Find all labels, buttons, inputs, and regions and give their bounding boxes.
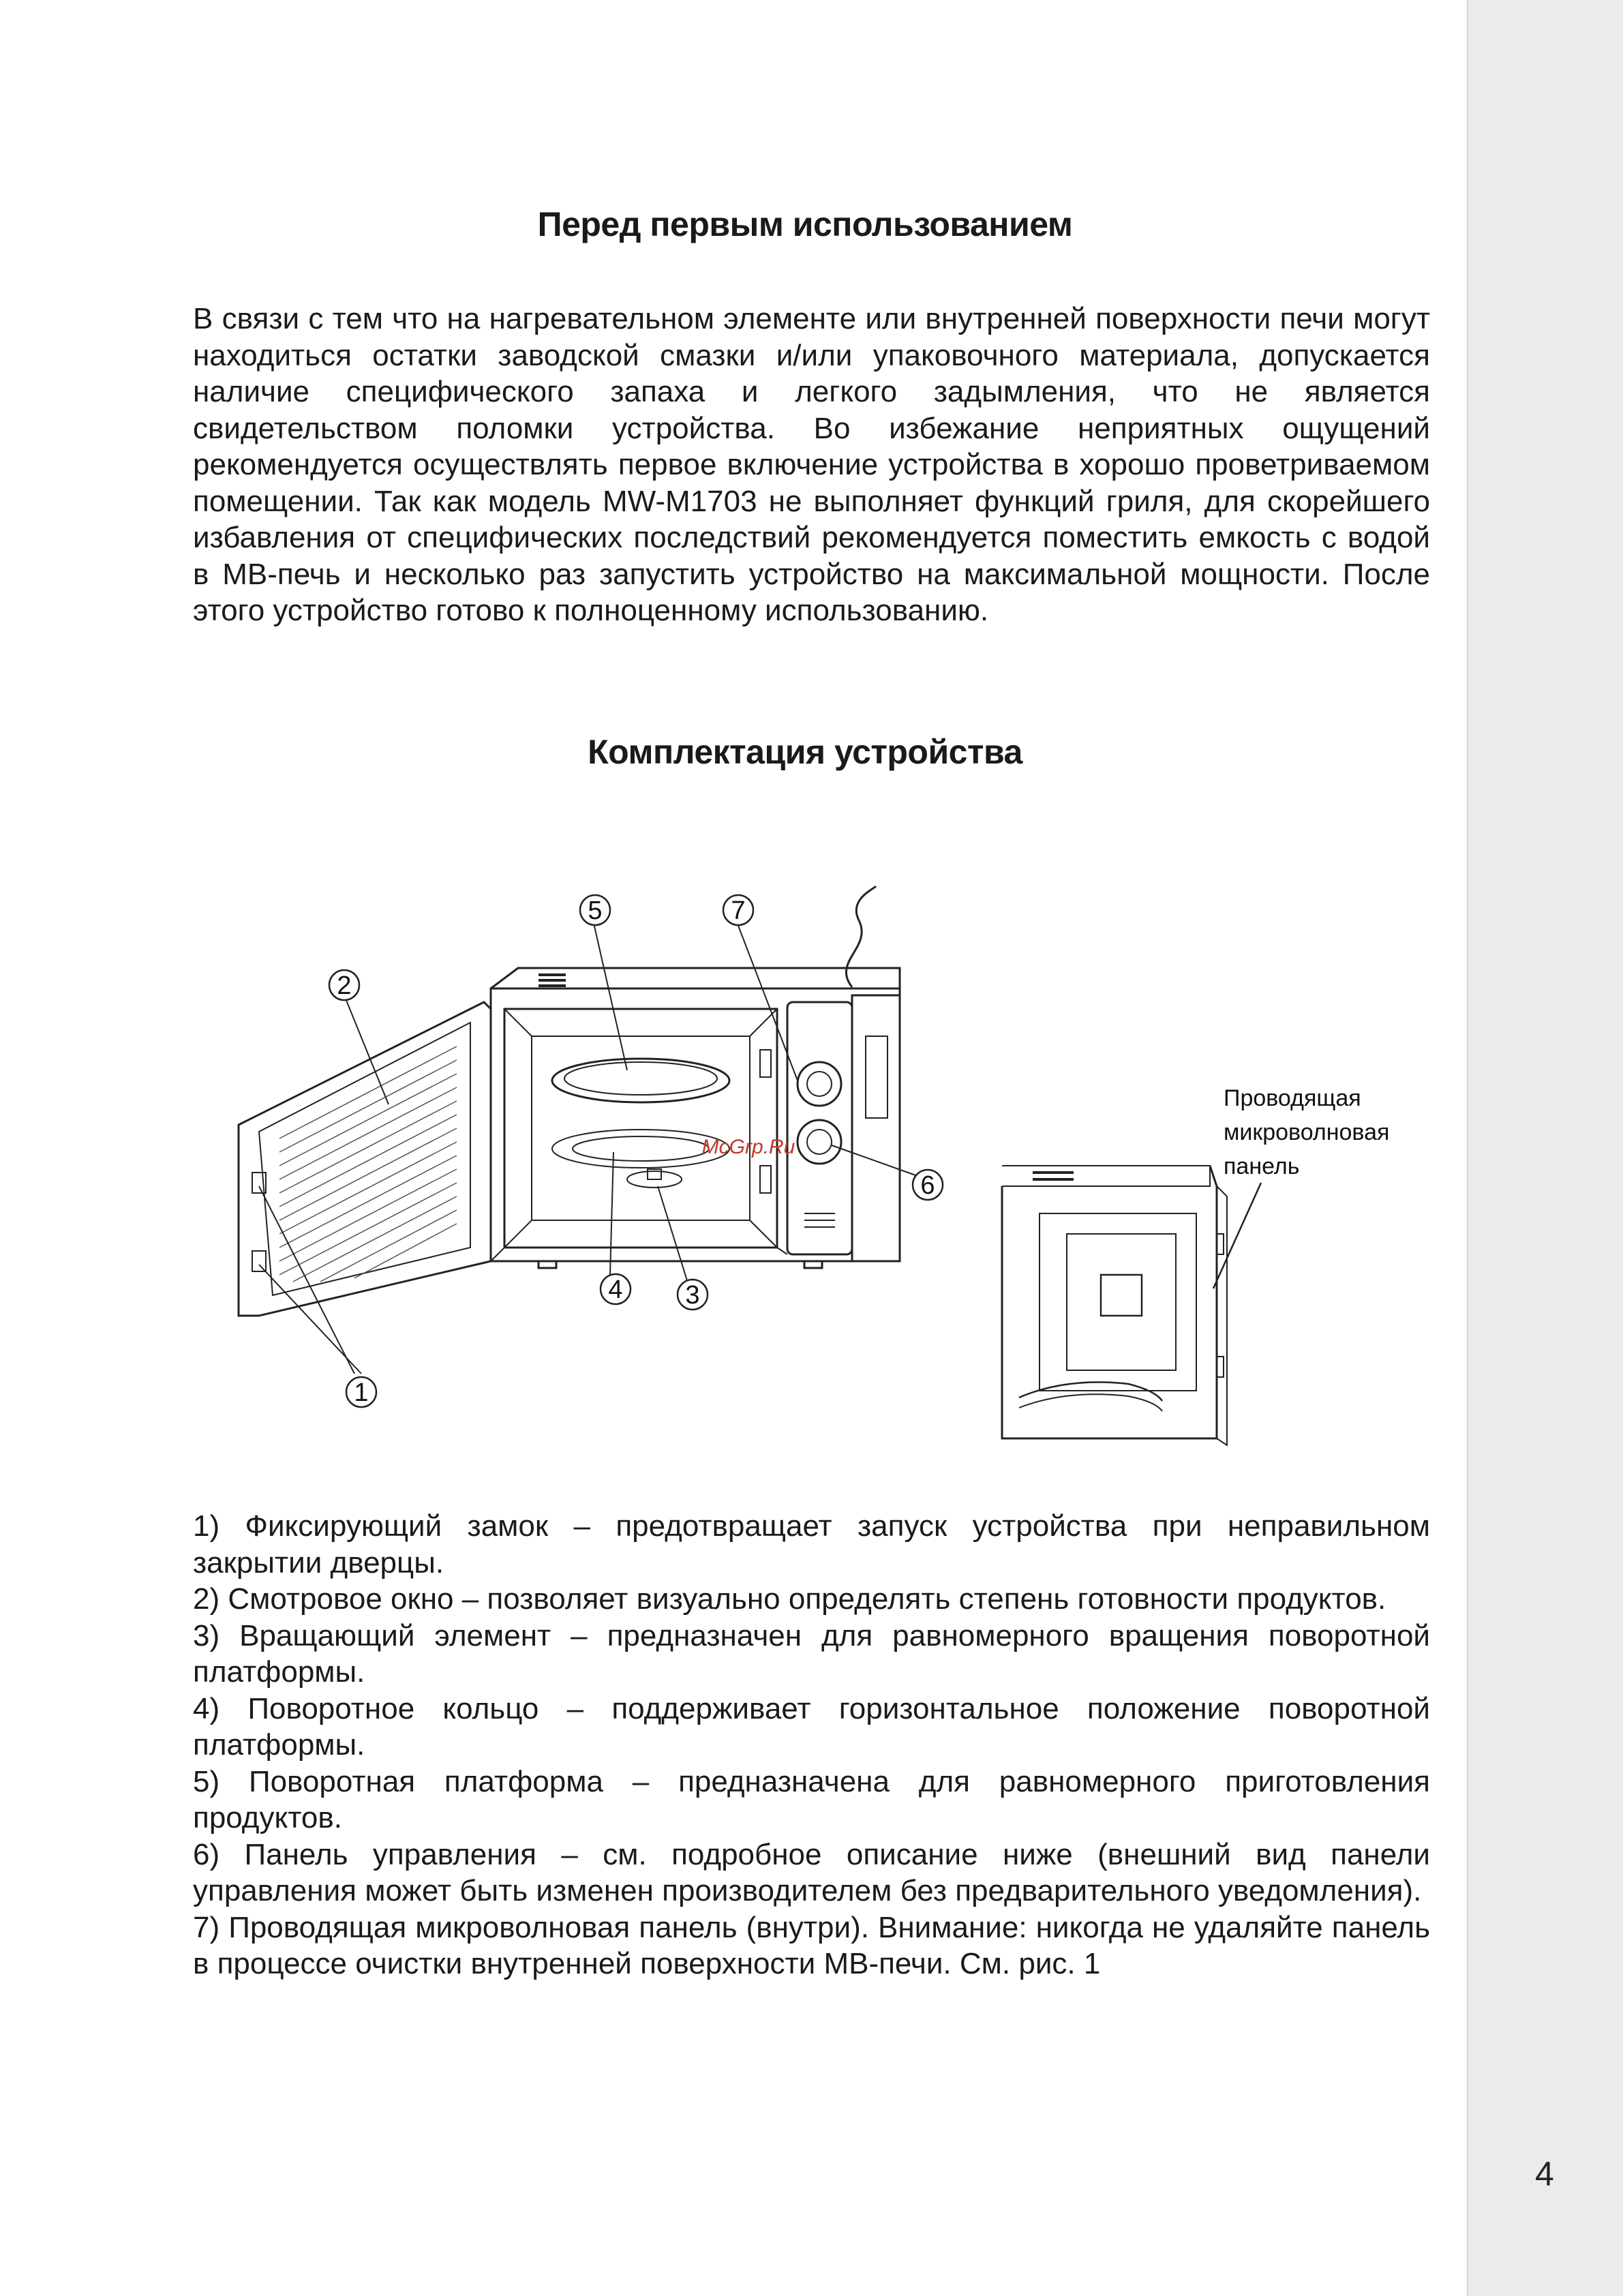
page-margin-strip — [1467, 0, 1623, 2296]
microwave-illustration — [218, 879, 982, 1445]
list-item: 5) Поворотная платформа – предназначена для равномерного приготовления продуктов. — [193, 1764, 1430, 1834]
list-item: 3) Вращающий элемент – предназначен для равномерного вращения поворотной платформы. — [193, 1618, 1430, 1689]
section-title-package-contents: Комплектация устройства — [588, 733, 1022, 771]
list-item: 1) Фиксирующий замок – предотвращает запуск устройства при неправильном закрытии дверцы. — [193, 1509, 1430, 1580]
list-item: 2) Смотровое окно – позволяет визуально определять степень готовности продуктов. — [193, 1582, 1386, 1616]
callout-5: 5 — [588, 896, 603, 925]
list-item: 6) Панель управления – см. подробное описание ниже (внешний вид панели управления может быть изменен производителем без предварительного уведомления). — [193, 1837, 1430, 1907]
list-item: 7) Проводящая микроволновая панель (внутри). Внимание: никогда не удаляйте панель в процессе очистки внутренней поверхности МВ-печи. См. рис. 1 — [193, 1910, 1430, 1980]
before-first-use-paragraph: В связи с тем что на нагревательном элементе или внутренней поверхности печи могут находиться остатки заводской смазки и/или упаковочного материала, допускается наличие специфического запаха и легкого задымления, что не является свидетельством поломки устройства. Во избежание неприятных ощущений рекомендуется осуществлять первое включение устройства в хорошо проветриваемом помещении. Так как модель MW-M1703 не выполняет функций гриля, для скорейшего избавления от специфических последствий рекомендуется поместить емкость с водой в МВ-печь и несколько раз запустить устройство на максимальной мощности. После этого устройство готово к полноценному использованию. — [193, 302, 1430, 627]
callout-2: 2 — [337, 971, 352, 1000]
callout-3: 3 — [685, 1281, 700, 1310]
components-list — [193, 1508, 1430, 1982]
section-title-before-first-use: Перед первым использованием — [537, 205, 1073, 243]
list-item: 4) Поворотное кольцо – поддерживает горизонтальное положение поворотной платформы. — [193, 1691, 1430, 1762]
callout-1: 1 — [354, 1378, 369, 1407]
detail-label-line-1: Проводящая — [1224, 1085, 1361, 1111]
watermark: McGrp.Ru — [701, 1136, 795, 1158]
waveguide-detail-illustration — [992, 1077, 1455, 1459]
callout-7: 7 — [731, 896, 746, 925]
detail-label-line-2: микроволновая — [1224, 1119, 1390, 1145]
page-number: 4 — [1535, 2155, 1554, 2193]
callout-6: 6 — [920, 1171, 935, 1200]
detail-label-line-3: панель — [1224, 1153, 1300, 1179]
callout-4: 4 — [608, 1275, 623, 1304]
